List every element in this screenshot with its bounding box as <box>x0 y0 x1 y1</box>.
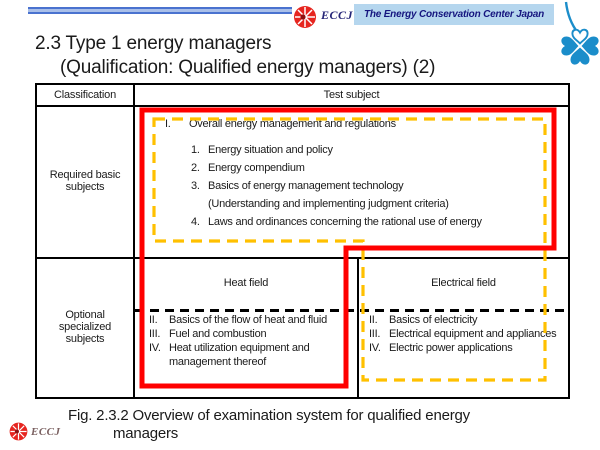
eccj-logo-text: ECCJ <box>31 426 61 438</box>
figure-caption-line1: Fig. 2.3.2 Overview of examination system for qualified energy <box>68 407 470 424</box>
heat-field-list <box>149 313 361 369</box>
list-item: III. Electrical equipment and appliances <box>369 328 557 340</box>
org-banner-label: The Energy Conservation Center Japan <box>363 9 545 20</box>
list-item: II. Basics of the flow of heat and fluid <box>149 314 327 326</box>
list-item: 1. Energy situation and policy <box>191 144 333 156</box>
page-title-line2: (Qualification: Qualified energy managers) (2) <box>60 57 436 78</box>
electrical-field-list <box>369 313 565 355</box>
required-subjects-list <box>165 115 561 231</box>
figure-caption-line2: managers <box>113 425 179 442</box>
list-item: III. Fuel and combustion <box>149 328 267 340</box>
list-item-continuation: (Understanding and implementing judgment criteria) <box>208 198 449 210</box>
list-item: 2. Energy compendium <box>191 162 305 174</box>
required-basic-subjects-cell <box>37 107 133 255</box>
list-item: I. Overall energy management and regulations <box>165 118 396 130</box>
column-divider <box>133 85 135 397</box>
test-subject-header: Test subject <box>323 89 380 101</box>
optional-specialized-subjects-cell <box>37 259 133 395</box>
page-title-line1: 2.3 Type 1 energy managers <box>35 33 272 54</box>
optional-specialized-subjects-label: Optional specialized subjects <box>58 309 112 345</box>
list-item: IV. Heat utilization equipment and management thereof <box>149 342 310 368</box>
electrical-field-label: Electrical field <box>431 277 496 289</box>
eccj-logo-icon <box>292 4 318 30</box>
list-item: 4. Laws and ordinances concerning the rational use of energy <box>191 216 482 228</box>
eccj-logo-text: ECCJ <box>321 8 354 22</box>
list-item: IV. Electric power applications <box>369 342 513 354</box>
clover-icon <box>552 0 600 68</box>
required-basic-subjects-label: Required basic subjects <box>49 169 121 193</box>
list-item: 3. Basics of energy management technology <box>191 180 404 192</box>
exam-system-table <box>35 83 570 399</box>
classification-header: Classification <box>53 89 116 101</box>
heat-field-label: Heat field <box>223 277 269 289</box>
decorative-rule-lines <box>28 7 292 14</box>
org-banner <box>354 4 554 25</box>
eccj-logo-icon <box>8 421 29 442</box>
field-label-dashed-divider <box>135 309 568 312</box>
list-item: II. Basics of electricity <box>369 314 478 326</box>
